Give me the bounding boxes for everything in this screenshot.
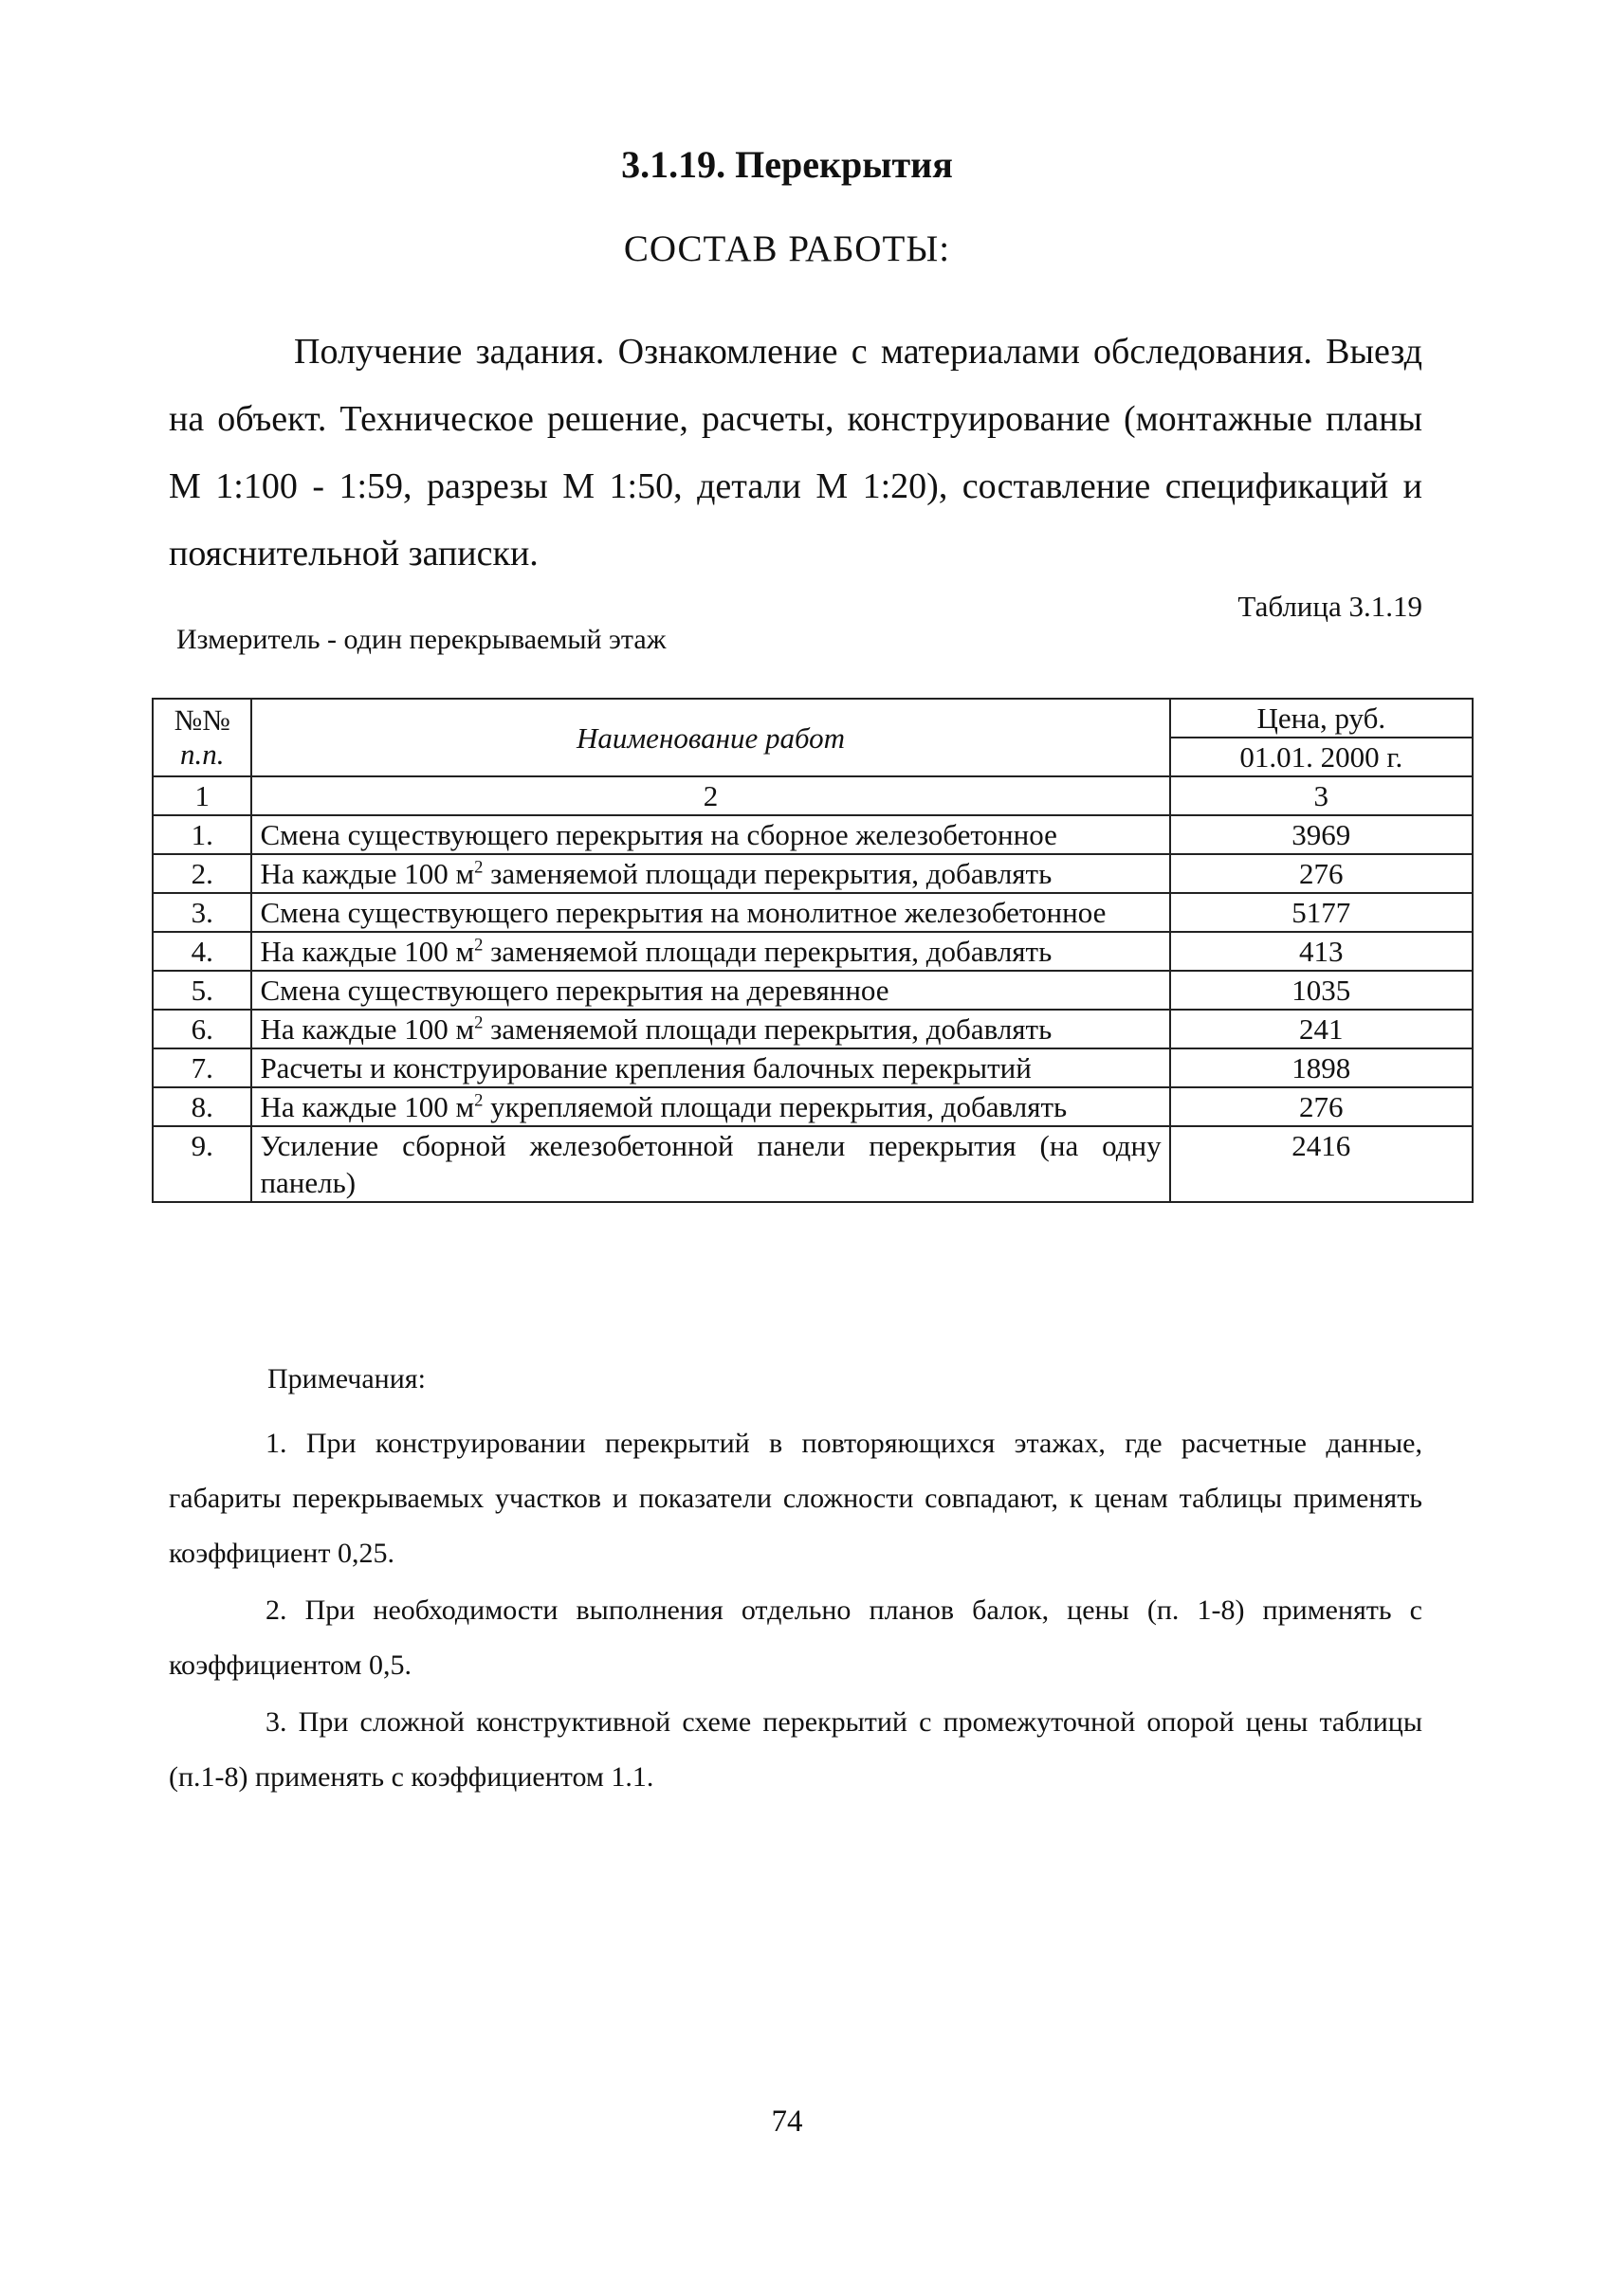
superscript: 2 xyxy=(474,1090,484,1111)
row-number: 3. xyxy=(153,893,251,932)
table-row xyxy=(153,971,1473,1010)
header-num-label: №№ xyxy=(174,703,230,737)
row-price: 276 xyxy=(1170,854,1473,893)
header-price: Цена, руб. xyxy=(1170,699,1473,738)
column-number-row xyxy=(153,776,1473,815)
table-header-row xyxy=(153,699,1473,738)
intro-text: Получение задания. Ознакомление с материалами обследования. Выезд на объект. Техническое решение, расчеты, конструирование (монтажные планы М 1:100 - 1:59, разрезы М 1:50, детали М 1:20), составление спецификаций и пояснительной записки. xyxy=(169,332,1422,574)
column-number: 2 xyxy=(251,776,1169,815)
note-item: 3. При сложной конструктивной схеме перекрытий с промежуточной опорой цены таблицы (п.1-8) применять с коэффициентом 1.1. xyxy=(169,1706,1422,1793)
row-name-post: заменяемой площади перекрытия, добавлять xyxy=(483,1012,1053,1046)
intro-paragraph xyxy=(169,319,1422,588)
row-name-post: укрепляемой площади перекрытия, добавлять xyxy=(483,1090,1068,1123)
table-row xyxy=(153,1048,1473,1087)
note-item: 1. При конструировании перекрытий в повторяющихся этажах, где расчетные данные, габариты перекрываемых участков и показатели сложности совпадают, к ценам таблицы применять коэффициент 0,25. xyxy=(169,1428,1422,1569)
table-row xyxy=(153,1010,1473,1048)
row-number: 1. xyxy=(153,815,251,854)
header-price-date: 01.01. 2000 г. xyxy=(1170,738,1473,776)
row-name-pre: На каждые 100 м xyxy=(260,857,475,890)
row-number: 7. xyxy=(153,1048,251,1087)
page-number: 74 xyxy=(771,2105,803,2139)
row-name-post: заменяемой площади перекрытия, добавлять xyxy=(483,857,1053,890)
row-name-post: заменяемой площади перекрытия, добавлять xyxy=(483,935,1053,968)
row-number: 4. xyxy=(153,932,251,971)
notes-title: Примечания: xyxy=(267,1363,426,1394)
section-heading: 3.1.19. Перекрытия xyxy=(621,143,953,186)
row-price: 3969 xyxy=(1170,815,1473,854)
header-name: Наименование работ xyxy=(251,699,1169,776)
row-name-pre: На каждые 100 м xyxy=(260,1090,475,1123)
row-price: 2416 xyxy=(1170,1126,1473,1202)
row-name xyxy=(251,1010,1169,1048)
row-number: 9. xyxy=(153,1126,251,1202)
row-price: 241 xyxy=(1170,1010,1473,1048)
row-name xyxy=(251,1087,1169,1126)
row-number: 8. xyxy=(153,1087,251,1126)
note-item: 2. При необходимости выполнения отдельно планов балок, цены (п. 1-8) применять с коэффициентом 0,5. xyxy=(169,1594,1422,1681)
row-name-pre: На каждые 100 м xyxy=(260,1012,475,1046)
superscript: 2 xyxy=(474,1012,484,1033)
row-number: 2. xyxy=(153,854,251,893)
row-price: 276 xyxy=(1170,1087,1473,1126)
row-price: 1035 xyxy=(1170,971,1473,1010)
superscript: 2 xyxy=(474,857,484,878)
table-caption: Таблица 3.1.19 xyxy=(1237,590,1422,623)
table-row xyxy=(153,932,1473,971)
row-name: Смена существующего перекрытия на монолитное железобетонное xyxy=(251,893,1169,932)
superscript: 2 xyxy=(474,935,484,956)
column-number: 3 xyxy=(1170,776,1473,815)
row-name: Смена существующего перекрытия на сборное железобетонное xyxy=(251,815,1169,854)
row-number: 6. xyxy=(153,1010,251,1048)
row-number: 5. xyxy=(153,971,251,1010)
table-row xyxy=(153,893,1473,932)
row-name-pre: На каждые 100 м xyxy=(260,935,475,968)
table-row xyxy=(153,854,1473,893)
price-table xyxy=(152,698,1474,1203)
header-num-sub: п.п. xyxy=(179,738,225,771)
notes-section xyxy=(169,1352,1422,1807)
row-name xyxy=(251,932,1169,971)
row-name xyxy=(251,854,1169,893)
row-price: 5177 xyxy=(1170,893,1473,932)
row-price: 1898 xyxy=(1170,1048,1473,1087)
measure-unit: Измеритель - один перекрываемый этаж xyxy=(176,624,667,655)
table-row xyxy=(153,1126,1473,1202)
row-name: Смена существующего перекрытия на деревянное xyxy=(251,971,1169,1010)
work-composition-title: СОСТАВ РАБОТЫ: xyxy=(623,228,951,269)
table-row xyxy=(153,1087,1473,1126)
header-num xyxy=(153,699,251,776)
table-row xyxy=(153,815,1473,854)
row-price: 413 xyxy=(1170,932,1473,971)
column-number: 1 xyxy=(153,776,251,815)
row-name: Расчеты и конструирование крепления балочных перекрытий xyxy=(251,1048,1169,1087)
row-name: Усиление сборной железобетонной панели перекрытия (на одну панель) xyxy=(251,1126,1169,1202)
